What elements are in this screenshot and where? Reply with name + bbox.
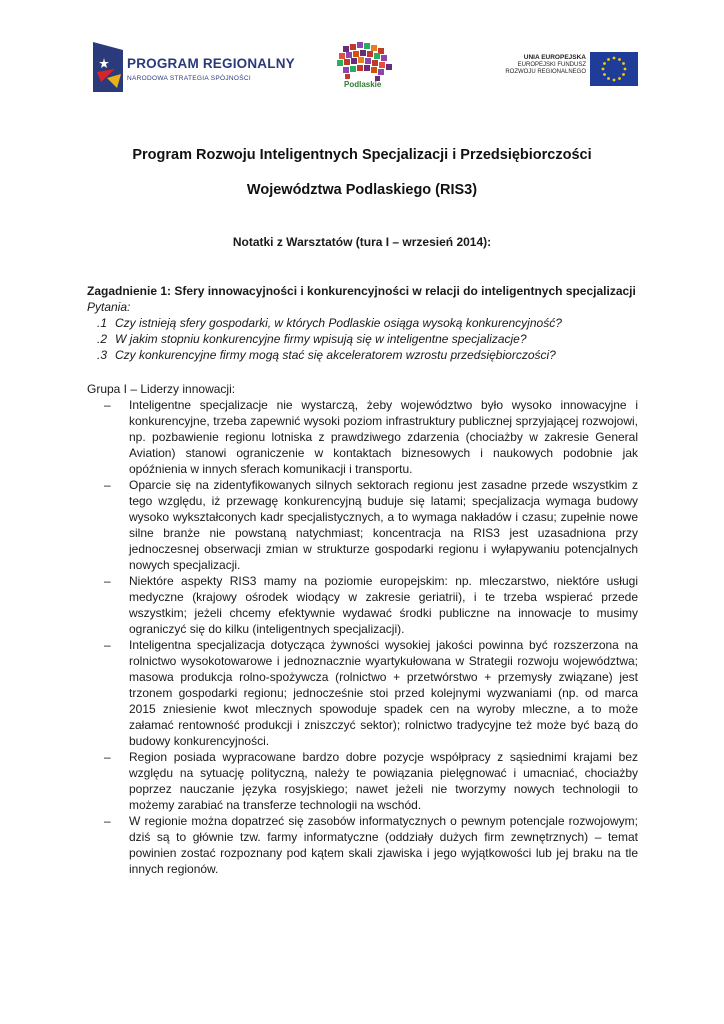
list-item: – W regionie można dopatrzeć się zasobów informatycznych o pewnym potencjale rozwojowym; dziś są to głównie tzw. farmy informatyczne (oddziały dużych firm zewnętrznych) – temat powinien zostać rozpoznany pod kątem skali zjawiska i jego wyjątkowości lub jej braku na tle innych regionów.: [104, 814, 638, 876]
dash-bullet-icon: –: [104, 638, 111, 652]
list-item: – Oparcie się na zidentyfikowanych silnych sektorach regionu jest zasadne przede wszystkim z tego względu, iż przewagę konkurencyjną buduje się latami; specjalizacja wymaga budowy wysoko wykształconych kadr specjalistycznych, a to wymaga nakładów i czasu; zupełnie nowe silne branże nie powstaną natychmiast; koncentracja na RIS3 jest uzasadniona przy jednoczesnej obserwacji zmian w strukturze gospodarki regionu i wyłapywaniu potencjalnych nowych specjalizacji.: [104, 478, 638, 572]
question-item: 2. W jakim stopniu konkurencyjne firmy wpisują się w inteligentne specjalizacje?: [96, 332, 527, 346]
issue-section: [87, 283, 638, 363]
list-item: – Inteligentne specjalizacje nie wystarczą, żeby województwo było wysoko innowacyjne i konkurencyjne, trzeba zapewnić wysoki poziom infrastruktury publicznej sprzyjającej rozwojowi, np. pozbawienie regionu lotniska z prawdziwego zdarzenia (chociażby w zakresie General Aviation) stanowi ograniczenie w kontaktach biznesowych i naukowych podobnie jak opóźnienia w innych sferach komunikacji i transportu.: [104, 398, 638, 476]
program-title: PROGRAM REGIONALNY: [127, 56, 295, 71]
list-item: – Niektóre aspekty RIS3 mamy na poziomie europejskim: np. mleczarstwo, niektóre usługi medyczne (krajowy ośrodek wiodący w zakresie geriatrii), i te trzeba wspierać przede wszystkim; jeżeli chcemy efektywnie wydawać środki publiczne na innowacje to musimy ograniczyć się do kilku (inteligentnych specjalizacji).: [104, 574, 638, 636]
document-title-line-2: Województwa Podlaskiego (RIS3): [246, 182, 478, 198]
eu-line-1: UNIA EUROPEJSKA: [523, 54, 586, 61]
question-item: 3. Czy konkurencyjne firmy mogą stać się akceleratorem wzrostu przedsiębiorczości?: [96, 348, 556, 362]
notes-heading: Notatki z Warsztatów (tura I – wrzesień 2014):: [232, 235, 492, 249]
list-item: – Region posiada wypracowane bardzo dobre pozycje współpracy z sąsiednimi krajami bez względu na sytuację polityczną, należy te powiązania pielęgnować i umacniać, chociażby poprzez nauczanie języka rosyjskiego; nawet jeżeli nie tworzymy nowych technologii to możemy zarabiać na transferze technologii na wschód.: [104, 750, 638, 812]
questions-label: Pytania:: [87, 300, 131, 314]
eu-flag-icon: [590, 52, 638, 86]
page-header: [0, 0, 724, 110]
list-item: – Inteligentna specjalizacja dotycząca żywności wysokiej jakości powinna być rozszerzona na rolnictwo wysokotowarowe i jednoznacznie wyartykułowana w Strategii rozwoju województwa; masowa produkcja rolno-spożywcza (rolnictwo + przetwórstwo + przemysły związane) jest trzonem gospodarki regionu; jednocześnie stoi przed kolejnymi wyzwaniami (np. od marca 2015 zniesienie kwot mlecznych spowoduje spadek cen na wyroby mleczne, a to może załamać rentowność produkcji i zniszczyć sektor); rolnictwo tradycyjne też może być bazą do budowy konkurencyjności.: [104, 638, 638, 748]
group-bullet-list: [87, 397, 638, 877]
dash-bullet-icon: –: [104, 750, 111, 764]
document-title-line-1: Program Rozwoju Inteligentnych Specjalizacji i Przedsiębiorczości: [132, 147, 592, 163]
podlaskie-label: Podlaskie: [344, 80, 382, 89]
eu-fund-logo: [502, 52, 642, 88]
dash-bullet-icon: –: [104, 814, 111, 828]
program-subtitle: NARODOWA STRATEGIA SPÓJNOŚCI: [127, 75, 251, 82]
dash-bullet-icon: –: [104, 574, 111, 588]
question-item: 1. Czy istnieją sfery gospodarki, w których Podlaskie osiąga wysoką konkurencyjność?: [96, 316, 562, 330]
group-section: [87, 381, 638, 877]
group-label: Grupa I – Liderzy innowacji:: [87, 382, 236, 396]
star-flag-icon: [93, 42, 123, 92]
dash-bullet-icon: –: [104, 398, 111, 412]
dash-bullet-icon: –: [104, 478, 111, 492]
eu-line-2: EUROPEJSKI FUNDUSZ: [517, 61, 586, 68]
issue-heading: Zagadnienie 1: Sfery innowacyjności i konkurencyjności w relacji do inteligentnych specjalizacji: [87, 284, 636, 298]
eu-line-3: ROZWOJU REGIONALNEGO: [505, 69, 586, 75]
eu-text: [502, 54, 586, 77]
program-regionalny-logo: [93, 42, 295, 92]
questions-list: [87, 315, 638, 363]
